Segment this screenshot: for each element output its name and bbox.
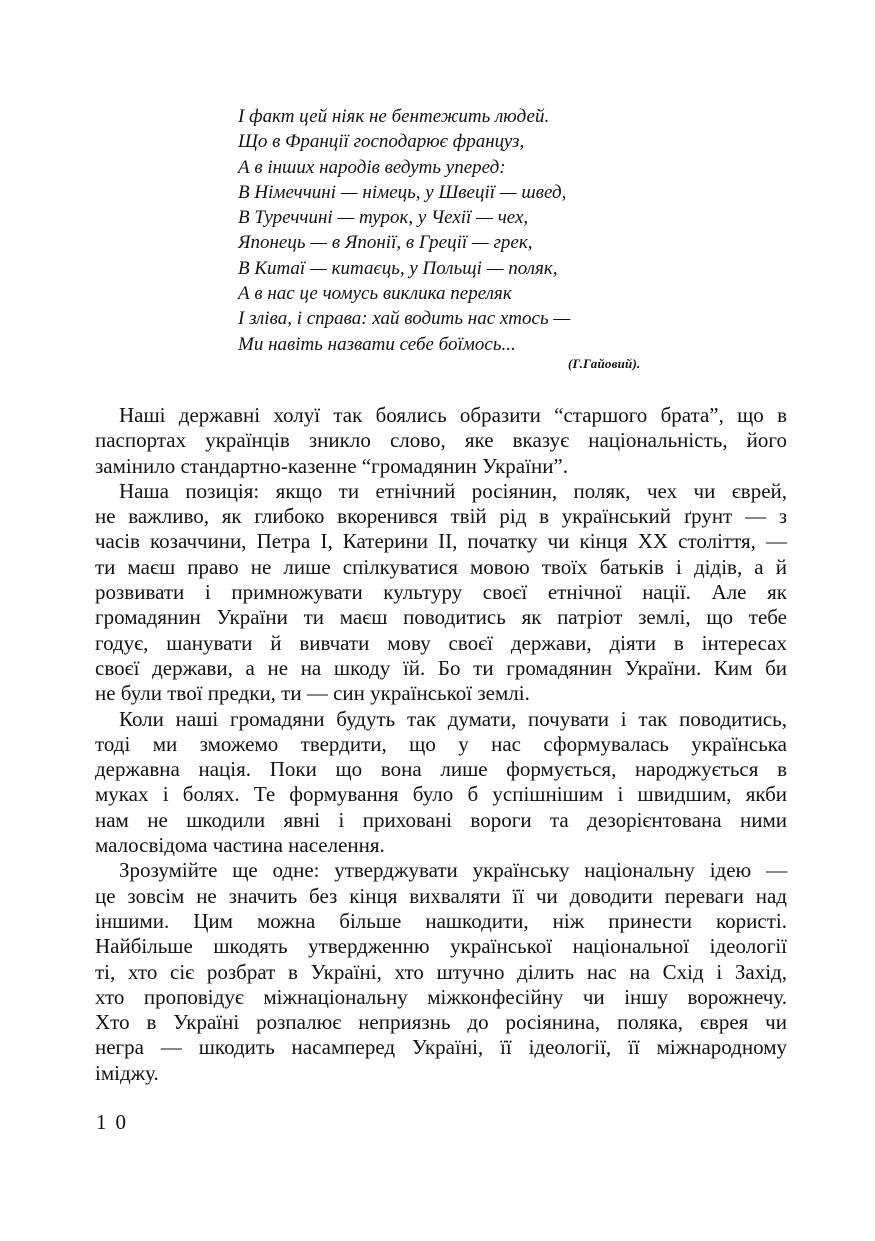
text-line: муках і болях. Те формування було б успішнішим і швидшим, якби [95, 782, 787, 807]
text-line: ти маєш право не лише спілкуватися мовою твоїх батьків і дідів, а й [95, 554, 787, 579]
paragraph-4 [95, 858, 787, 1086]
text-line: негра — шкодить насамперед Україні, її ідеології, її міжнародному [95, 1035, 787, 1060]
text-line: Коли наші громадяни будуть так думати, почувати і так поводитись, [119, 706, 787, 731]
paragraph-3 [95, 707, 787, 859]
text-line: іміджу. [95, 1060, 159, 1085]
poem-line: В Туреччині — турок, у Чехії — чех, [238, 207, 529, 229]
poem-line: Що в Франції господарює француз, [238, 131, 525, 153]
text-line: своєї держави, а не на шкоду їй. Бо ти громадянин України. Ким би [95, 655, 787, 680]
text-line: громадянин України ти маєш поводитись як патріот землі, що тебе [95, 605, 787, 630]
poem-line: І факт цей ніяк не бентежить людей. [238, 106, 550, 127]
poem-line: В Німеччині — німець, у Швеції — швед, [238, 181, 567, 203]
text-line: тоді ми зможемо твердити, що у нас сформувалась українська [95, 731, 787, 756]
text-line: Найбільше шкодять утвердженню української національної ідеології [95, 934, 787, 959]
poem-line: В Китаї — китаєць, у Польщі — поляк, [238, 257, 558, 279]
text-line: Зрозумійте ще одне: утверджувати українську національну ідею — [119, 858, 787, 883]
text-line: не були твої предки, ти — син української землі. [95, 681, 530, 706]
text-line: це зовсім не значить без кінця вихваляти її чи доводити переваги над [95, 883, 787, 908]
text-line: розвивати і примножувати культуру своєї етнічної нації. Але як [95, 580, 787, 605]
text-line: не важливо, як глибоко вкоренився твій рід в український ґрунт — з [95, 504, 787, 529]
text-line: нам не шкодили явні і приховані вороги та дезорієнтована ними [95, 807, 787, 832]
text-line: паспортах українців зникло слово, яке вказує національність, його [95, 428, 787, 453]
poem-line: Японець — в Японії, в Греції — грек, [238, 232, 533, 254]
text-line: Наші державні холуї так боялись образити “старшого брата”, що в [119, 403, 787, 427]
poem-author: (Г.Гайовий). [568, 356, 641, 371]
page-number: 10 [96, 1110, 135, 1134]
text-line: іншими. Цим можна більше нашкодити, ніж принести користі. [95, 908, 787, 933]
text-line: замінило стандартно-казенне “громадянин України”. [95, 453, 569, 478]
main-text [95, 403, 787, 1086]
paragraph-1 [95, 403, 787, 479]
text-line: малосвідома частина населення. [95, 833, 385, 858]
poem-line: А в нас це чомусь виклика переляк [238, 283, 512, 305]
poem-line: А в інших народів ведуть уперед: [238, 156, 506, 178]
poem [238, 104, 678, 357]
text-line: часів козаччини, Петра І, Катерини ІІ, початку чи кінця ХХ століття, — [95, 529, 787, 554]
text-line: державна нація. Поки що вона лише формується, народжується в [95, 757, 787, 782]
text-line: Хто в Україні розпалює неприязнь до росіянина, поляка, єврея чи [95, 1010, 787, 1035]
text-line: Наша позиція: якщо ти етнічний росіянин, поляк, чех чи єврей, [119, 478, 787, 503]
text-line: хто проповідує міжнаціональну міжконфесійну чи іншу ворожнечу. [95, 984, 787, 1009]
paragraph-2 [95, 479, 787, 707]
text-line: ті, хто сіє розбрат в Україні, хто штучно ділить нас на Схід і Захід, [95, 959, 787, 984]
poem-line: І зліва, і справа: хай водить нас хтось — [238, 308, 571, 330]
poem-line: Ми навіть назвати себе боїмось... [238, 333, 516, 355]
text-line: годує, шанувати й вивчати мову своєї держави, діяти в інтересах [95, 630, 787, 655]
